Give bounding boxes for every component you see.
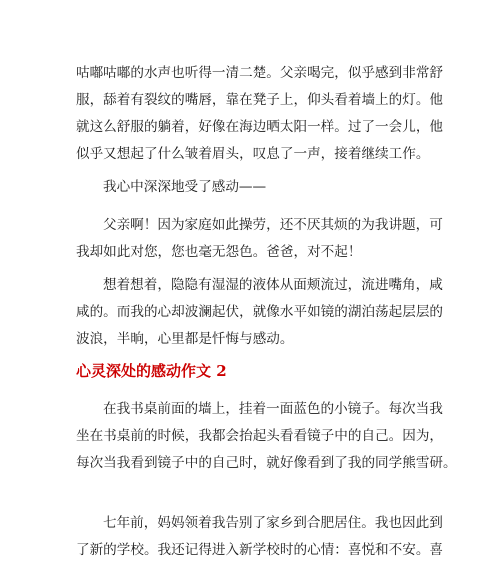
text-line: 每次当我看到镜子中的自己时，就好像看到了我的同学熊雪研。 [76,455,457,471]
paragraph-moved [76,174,432,201]
text-line: 咕嘟咕嘟的水声也听得一清二楚。父亲喝完，似乎感到非常舒 [76,65,444,81]
text-line: 似乎又想起了什么皱着眉头，叹息了一声，接着继续工作。 [76,146,430,162]
paragraph-father-drinking [76,60,444,168]
text-line: 了新的学校。我还记得进入新学校时的心情：喜悦和不安。喜 [76,542,444,558]
paragraph-tears [76,272,444,353]
text-line: 在我书桌前面的墙上，挂着一面蓝色的小镜子。每次当我 [103,401,443,417]
text-line: 想着想着，隐隐有湿湿的液体从面颊流过，流进嘴角，咸 [103,277,443,293]
paragraph-apology [76,212,443,266]
text-line: 咸的。而我的心却波澜起伏，就像水平如镜的湖泊荡起层层的 [76,304,444,320]
text-line: 波浪，半晌，心里都是忏悔与感动。 [76,331,294,347]
text-line: 七年前，妈妈领着我告别了家乡到合肥居住。我也因此到 [103,515,443,531]
text-line: 服，舔着有裂纹的嘴唇，靠在凳子上，仰头看着墙上的灯。他 [76,92,444,108]
paragraph-new-school [76,510,444,564]
text-line: 我心中深深地受了感动—— [103,179,267,195]
text-line: 父亲啊！因为家庭如此操劳，还不厌其烦的为我讲题，可 [103,217,443,233]
text-line: 坐在书桌前的时候，我都会抬起头看看镜子中的自己。因为， [76,428,444,444]
paragraph-mirror [76,396,457,477]
text-line: 我却如此对您，您也毫无怨色。爸爸，对不起！ [76,244,362,260]
text-line: 就这么舒服的躺着，好像在海边晒太阳一样。过了一会儿，他 [76,119,444,135]
section-heading: 心灵深处的感动作文 2 [76,362,227,380]
